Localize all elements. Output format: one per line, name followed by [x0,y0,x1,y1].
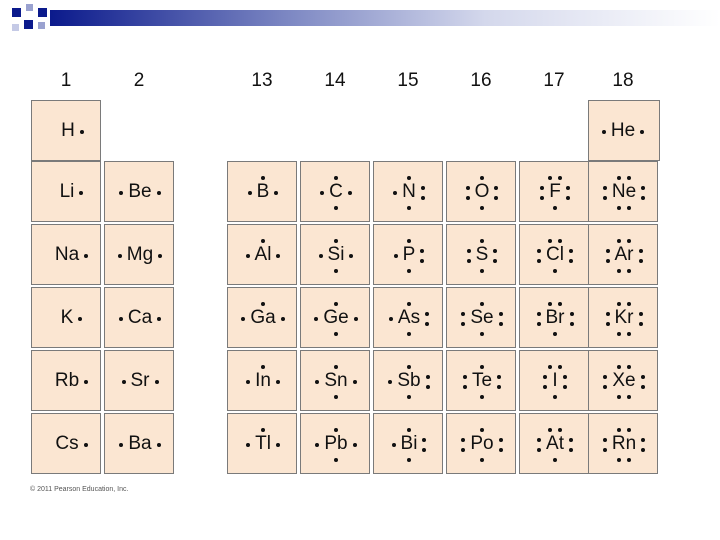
valence-electron-dot [627,302,631,306]
valence-electron-dot [603,448,607,452]
valence-electron-dot [393,191,397,195]
element-cell-o [446,161,516,222]
element-symbol: Tl [255,432,271,454]
valence-electron-dot [617,395,621,399]
element-symbol: Sn [324,369,348,391]
valence-electron-dot [639,312,643,316]
group-number: 17 [543,70,565,91]
valence-electron-dot [246,380,250,384]
element-symbol: F [549,180,561,202]
valence-electron-dot [334,302,338,306]
element-cell-rn [588,413,658,474]
element-cell-cl [519,224,589,285]
element-symbol: He [610,119,636,141]
element-cell-p [373,224,443,285]
valence-electron-dot [548,365,552,369]
valence-electron-dot [334,176,338,180]
valence-electron-dot [627,176,631,180]
valence-electron-dot [426,375,430,379]
valence-electron-dot [480,302,484,306]
element-symbol: As [397,306,421,328]
element-cell-ga [227,287,297,348]
valence-electron-dot [627,206,631,210]
valence-electron-dot [425,312,429,316]
valence-electron-dot [466,186,470,190]
element-symbol: B [256,180,270,202]
valence-electron-dot [563,385,567,389]
valence-electron-dot [494,196,498,200]
element-symbol: Ar [614,243,634,265]
element-cell-cs [31,413,101,474]
valence-electron-dot [389,317,393,321]
element-symbol: At [546,432,564,454]
element-symbol: Te [471,369,493,391]
decor-square-2 [26,4,33,11]
element-cell-br [519,287,589,348]
valence-electron-dot [627,458,631,462]
valence-electron-dot [493,259,497,263]
valence-electron-dot [407,269,411,273]
valence-electron-dot [480,269,484,273]
valence-electron-dot [466,196,470,200]
element-symbol: Kr [614,306,634,328]
valence-electron-dot [540,196,544,200]
valence-electron-dot [641,448,645,452]
valence-electron-dot [461,438,465,442]
element-symbol: Rb [54,369,80,391]
valence-electron-dot [319,254,323,258]
valence-electron-dot [407,458,411,462]
element-cell-pb [300,413,370,474]
valence-electron-dot [246,254,250,258]
valence-electron-dot [157,317,161,321]
valence-electron-dot [467,249,471,253]
valence-electron-dot [603,186,607,190]
valence-electron-dot [639,249,643,253]
valence-electron-dot [640,130,644,134]
element-symbol: Xe [612,369,636,391]
valence-electron-dot [80,130,84,134]
decor-square-6 [12,24,19,31]
valence-electron-dot [639,259,643,263]
valence-electron-dot [570,312,574,316]
decor-square-3 [38,8,47,17]
valence-electron-dot [558,365,562,369]
element-cell-ar [588,224,658,285]
valence-electron-dot [548,428,552,432]
valence-electron-dot [641,186,645,190]
valence-electron-dot [499,438,503,442]
element-symbol: Na [54,243,80,265]
valence-electron-dot [119,191,123,195]
element-symbol: Ne [611,180,637,202]
element-symbol: K [60,306,74,328]
valence-electron-dot [276,380,280,384]
valence-electron-dot [617,206,621,210]
element-cell-at [519,413,589,474]
valence-electron-dot [155,380,159,384]
valence-electron-dot [499,312,503,316]
valence-electron-dot [480,206,484,210]
valence-electron-dot [639,322,643,326]
valence-electron-dot [537,438,541,442]
valence-electron-dot [407,428,411,432]
valence-electron-dot [315,443,319,447]
valence-electron-dot [537,448,541,452]
valence-electron-dot [349,254,353,258]
valence-electron-dot [499,322,503,326]
element-cell-he [588,100,660,161]
element-cell-bi [373,413,443,474]
valence-electron-dot [84,443,88,447]
element-cell-te [446,350,516,411]
valence-electron-dot [627,332,631,336]
element-cell-n [373,161,443,222]
element-cell-tl [227,413,297,474]
valence-electron-dot [246,443,250,447]
valence-electron-dot [617,458,621,462]
valence-electron-dot [566,186,570,190]
valence-electron-dot [480,239,484,243]
valence-electron-dot [617,365,621,369]
element-symbol: Bi [400,432,418,454]
valence-electron-dot [558,239,562,243]
valence-electron-dot [553,395,557,399]
valence-electron-dot [314,317,318,321]
valence-electron-dot [388,380,392,384]
valence-electron-dot [493,249,497,253]
valence-electron-dot [461,312,465,316]
valence-electron-dot [407,332,411,336]
valence-electron-dot [617,176,621,180]
valence-electron-dot [274,191,278,195]
decor-square-1 [12,8,21,17]
valence-electron-dot [537,322,541,326]
valence-electron-dot [617,302,621,306]
valence-electron-dot [627,365,631,369]
valence-electron-dot [79,191,83,195]
valence-electron-dot [392,443,396,447]
element-symbol: S [475,243,489,265]
decor-square-5 [38,22,45,29]
valence-electron-dot [354,317,358,321]
group-number: 13 [251,70,273,91]
valence-electron-dot [603,375,607,379]
valence-electron-dot [84,380,88,384]
element-cell-kr [588,287,658,348]
valence-electron-dot [334,206,338,210]
valence-electron-dot [461,448,465,452]
valence-electron-dot [627,239,631,243]
title-gradient-bar [50,10,720,26]
valence-electron-dot [334,332,338,336]
valence-electron-dot [334,395,338,399]
group-number: 1 [60,70,72,91]
valence-electron-dot [480,332,484,336]
valence-electron-dot [480,458,484,462]
element-symbol: Pb [324,432,348,454]
valence-electron-dot [641,385,645,389]
valence-electron-dot [426,385,430,389]
valence-electron-dot [407,176,411,180]
valence-electron-dot [558,302,562,306]
element-symbol: Rn [611,432,637,454]
element-symbol: Cs [55,432,79,454]
valence-electron-dot [334,428,338,432]
element-cell-al [227,224,297,285]
element-symbol: Mg [126,243,154,265]
element-symbol: C [329,180,343,202]
valence-electron-dot [276,443,280,447]
valence-electron-dot [467,259,471,263]
valence-electron-dot [548,176,552,180]
element-cell-po [446,413,516,474]
valence-electron-dot [569,259,573,263]
element-cell-s [446,224,516,285]
valence-electron-dot [497,375,501,379]
valence-electron-dot [606,249,610,253]
valence-electron-dot [463,375,467,379]
valence-electron-dot [122,380,126,384]
element-cell-ne [588,161,658,222]
element-cell-k [31,287,101,348]
element-cell-ba [104,413,174,474]
valence-electron-dot [569,249,573,253]
valence-electron-dot [617,428,621,432]
valence-electron-dot [566,196,570,200]
element-cell-ge [300,287,370,348]
element-symbol: H [61,119,75,141]
valence-electron-dot [353,443,357,447]
valence-electron-dot [617,269,621,273]
element-symbol: O [474,180,490,202]
valence-electron-dot [627,269,631,273]
valence-electron-dot [420,259,424,263]
element-symbol: Al [254,243,272,265]
element-symbol: Cl [546,243,564,265]
valence-electron-dot [394,254,398,258]
valence-electron-dot [248,191,252,195]
element-symbol: Br [545,306,565,328]
valence-electron-dot [641,196,645,200]
element-cell-sb [373,350,443,411]
element-cell-mg [104,224,174,285]
valence-electron-dot [425,322,429,326]
valence-electron-dot [606,312,610,316]
valence-electron-dot [553,458,557,462]
valence-electron-dot [480,176,484,180]
decor-square-4 [24,20,33,29]
valence-electron-dot [315,380,319,384]
valence-electron-dot [627,395,631,399]
valence-electron-dot [407,395,411,399]
element-symbol: Sr [130,369,150,391]
valence-electron-dot [407,302,411,306]
valence-electron-dot [540,186,544,190]
element-symbol: Se [470,306,494,328]
valence-electron-dot [422,438,426,442]
element-cell-ca [104,287,174,348]
group-number: 18 [612,70,634,91]
valence-electron-dot [78,317,82,321]
valence-electron-dot [348,191,352,195]
valence-electron-dot [420,249,424,253]
valence-electron-dot [606,322,610,326]
group-number: 14 [324,70,346,91]
valence-electron-dot [334,458,338,462]
element-cell-i [519,350,589,411]
valence-electron-dot [118,254,122,258]
valence-electron-dot [407,365,411,369]
element-symbol: Ga [250,306,276,328]
element-cell-f [519,161,589,222]
element-symbol: Be [128,180,152,202]
valence-electron-dot [569,438,573,442]
valence-electron-dot [627,428,631,432]
valence-electron-dot [157,443,161,447]
element-cell-sr [104,350,174,411]
valence-electron-dot [553,332,557,336]
valence-electron-dot [480,395,484,399]
element-cell-as [373,287,443,348]
valence-electron-dot [617,332,621,336]
valence-electron-dot [261,239,265,243]
element-cell-b [227,161,297,222]
valence-electron-dot [537,259,541,263]
valence-electron-dot [261,365,265,369]
group-number: 2 [133,70,145,91]
valence-electron-dot [558,176,562,180]
valence-electron-dot [422,448,426,452]
element-cell-si [300,224,370,285]
valence-electron-dot [603,196,607,200]
valence-electron-dot [261,428,265,432]
valence-electron-dot [543,385,547,389]
valence-electron-dot [421,196,425,200]
valence-electron-dot [241,317,245,321]
valence-electron-dot [276,254,280,258]
valence-electron-dot [480,365,484,369]
group-number: 15 [397,70,419,91]
valence-electron-dot [463,385,467,389]
element-cell-c [300,161,370,222]
valence-electron-dot [480,428,484,432]
valence-electron-dot [641,375,645,379]
element-symbol: N [402,180,416,202]
valence-electron-dot [281,317,285,321]
element-cell-se [446,287,516,348]
element-cell-h [31,100,101,161]
valence-electron-dot [553,206,557,210]
valence-electron-dot [499,448,503,452]
valence-electron-dot [548,302,552,306]
valence-electron-dot [563,375,567,379]
valence-electron-dot [603,385,607,389]
valence-electron-dot [641,438,645,442]
element-symbol: Sb [397,369,421,391]
element-cell-li [31,161,101,222]
valence-electron-dot [158,254,162,258]
valence-electron-dot [261,302,265,306]
valence-electron-dot [603,438,607,442]
valence-electron-dot [548,239,552,243]
valence-electron-dot [553,269,557,273]
element-cell-be [104,161,174,222]
element-symbol: P [402,243,416,265]
valence-electron-dot [334,269,338,273]
element-symbol: Si [327,243,345,265]
valence-electron-dot [497,385,501,389]
valence-electron-dot [119,317,123,321]
valence-electron-dot [421,186,425,190]
element-cell-sn [300,350,370,411]
valence-electron-dot [537,312,541,316]
valence-electron-dot [334,239,338,243]
valence-electron-dot [353,380,357,384]
element-symbol: In [255,369,271,391]
valence-electron-dot [617,239,621,243]
valence-electron-dot [119,443,123,447]
element-cell-rb [31,350,101,411]
valence-electron-dot [494,186,498,190]
element-symbol: Ge [323,306,349,328]
valence-electron-dot [606,259,610,263]
element-cell-xe [588,350,658,411]
element-symbol: I [552,369,558,391]
element-cell-na [31,224,101,285]
valence-electron-dot [407,239,411,243]
element-cell-in [227,350,297,411]
valence-electron-dot [543,375,547,379]
valence-electron-dot [84,254,88,258]
valence-electron-dot [407,206,411,210]
element-symbol: Ca [127,306,153,328]
element-symbol: Li [59,180,75,202]
element-symbol: Ba [128,432,152,454]
valence-electron-dot [570,322,574,326]
valence-electron-dot [334,365,338,369]
valence-electron-dot [157,191,161,195]
valence-electron-dot [558,428,562,432]
group-number: 16 [470,70,492,91]
valence-electron-dot [261,176,265,180]
copyright-notice: © 2011 Pearson Education, Inc. [30,486,129,493]
valence-electron-dot [569,448,573,452]
valence-electron-dot [537,249,541,253]
valence-electron-dot [461,322,465,326]
valence-electron-dot [602,130,606,134]
element-symbol: Po [470,432,494,454]
valence-electron-dot [320,191,324,195]
